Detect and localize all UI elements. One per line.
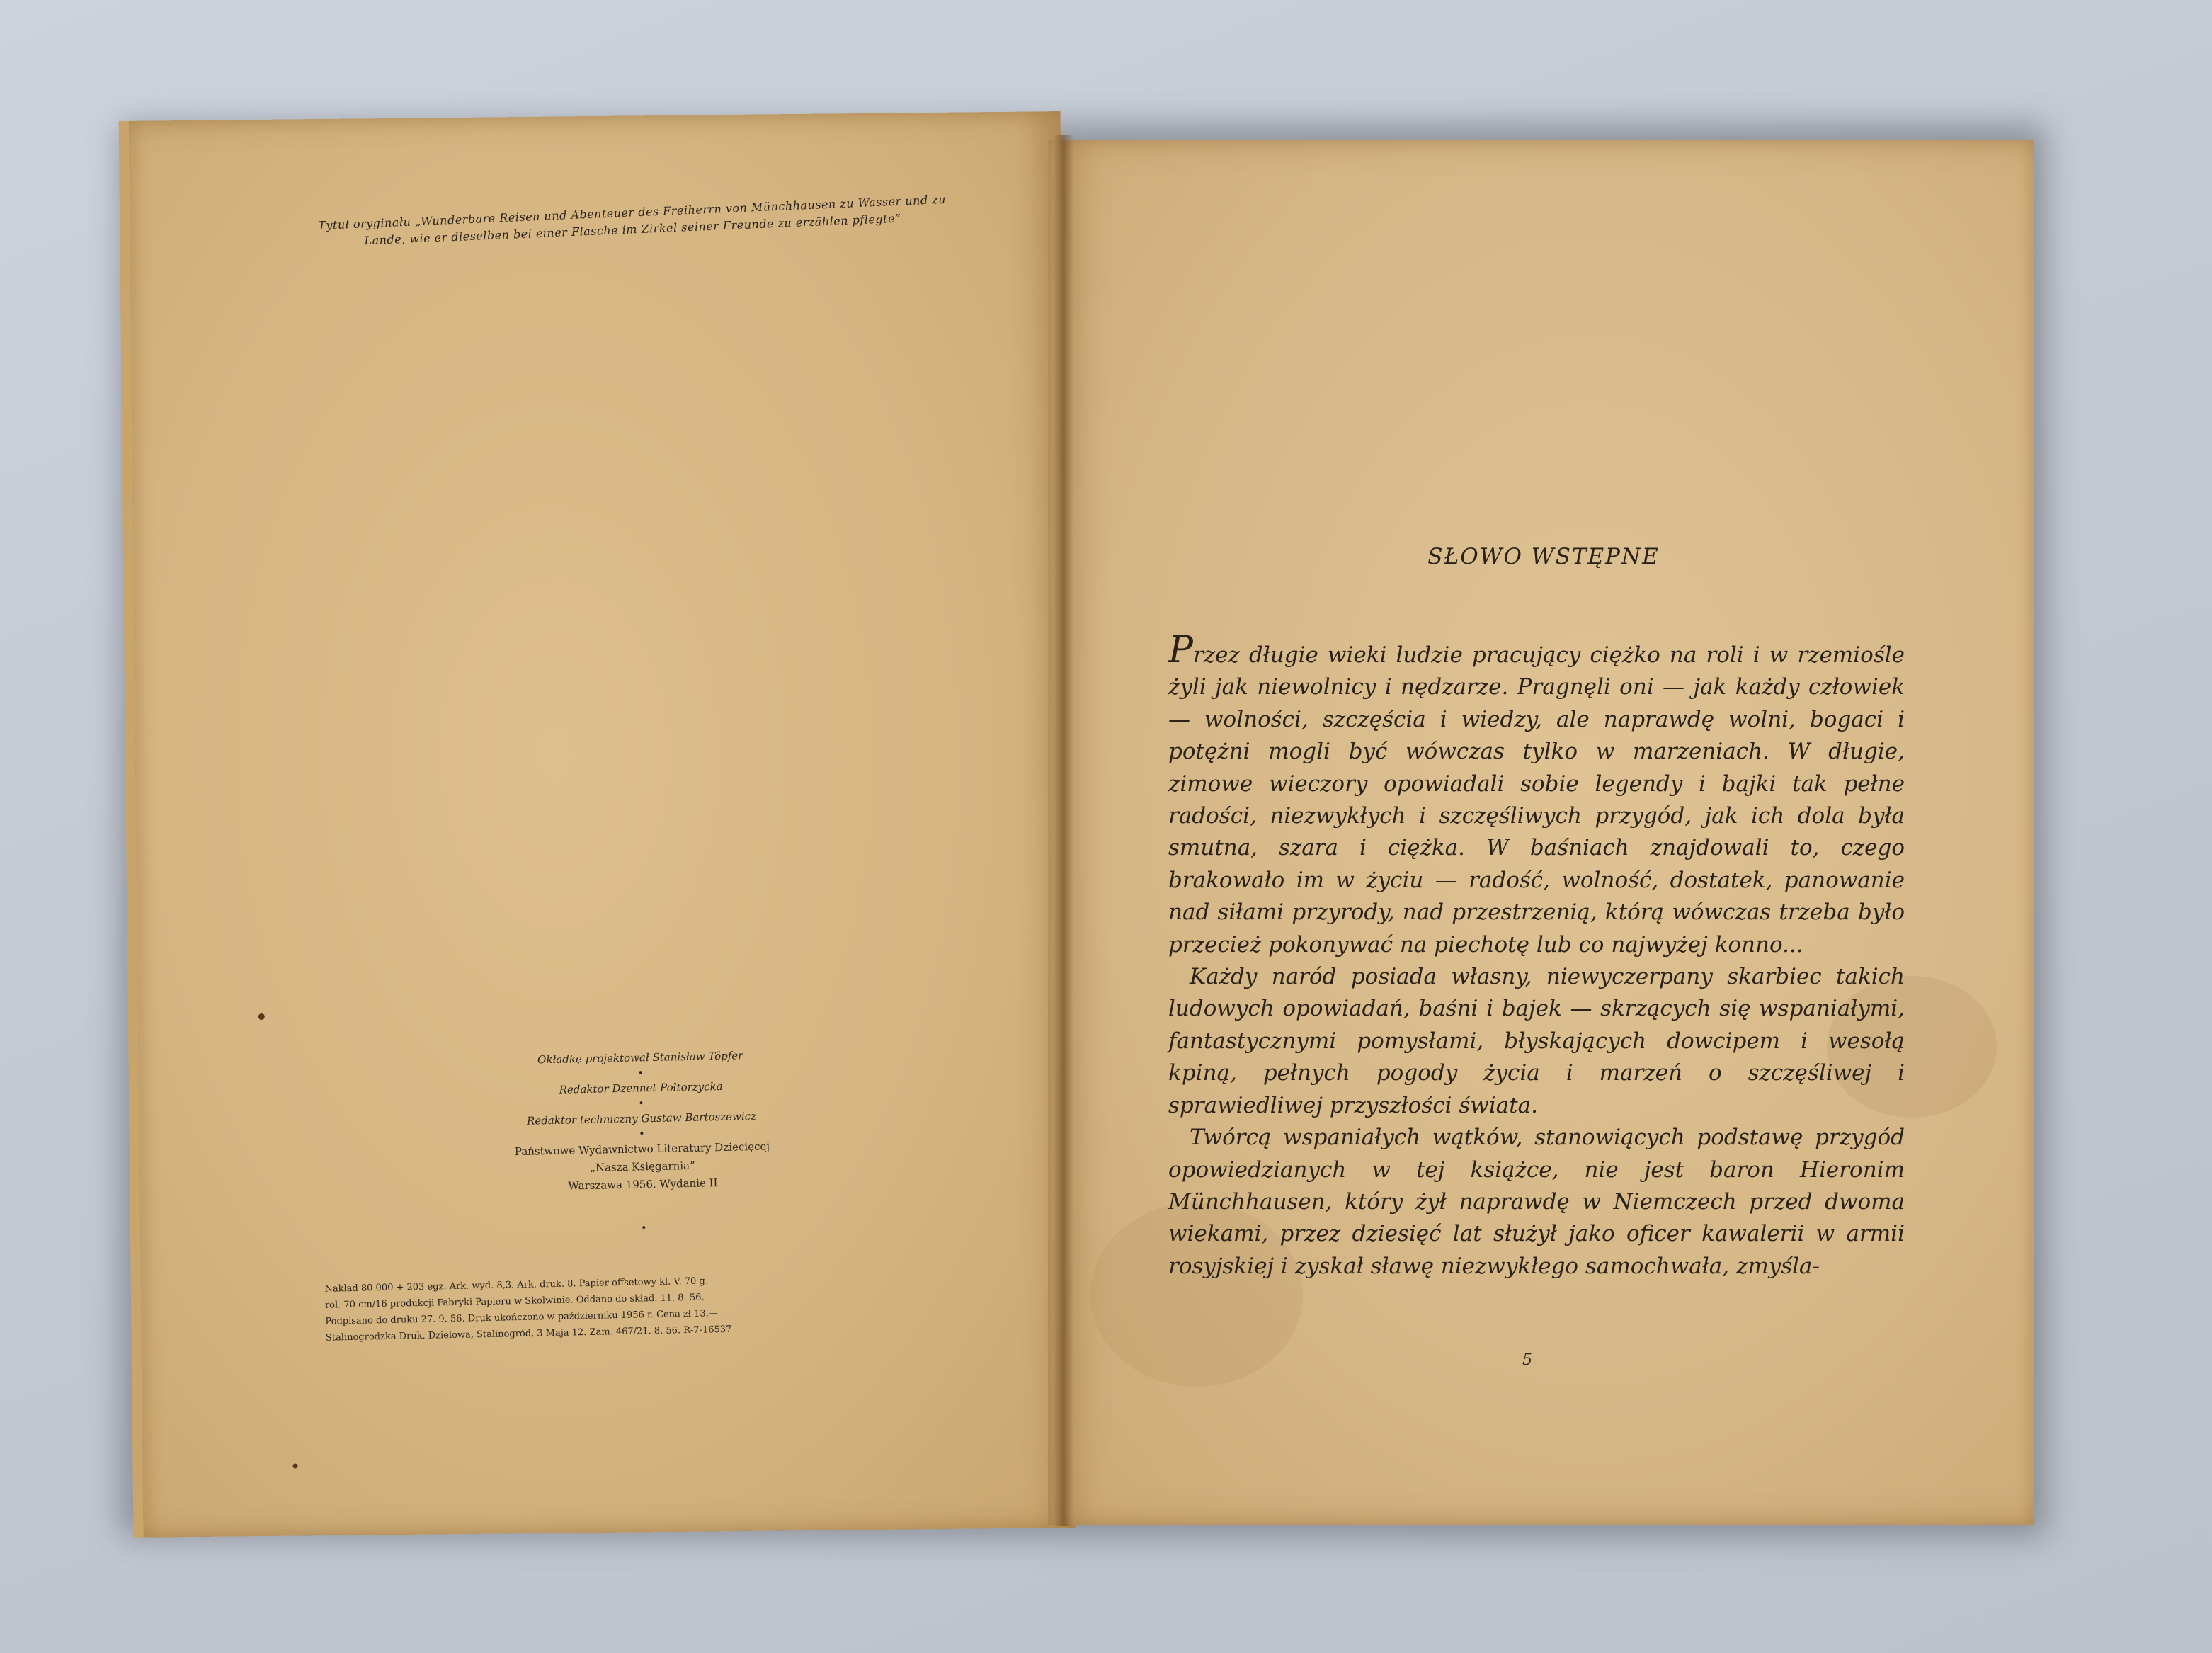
tech-editor-credit: Redaktor techniczny Gustaw Bartoszewicz [526,1109,757,1127]
separator-dot: • [640,1222,647,1234]
original-title-note: Tytuł oryginału „Wunderbare Reisen und Abenteuer des Freiherrn von Münchhausen zu Wasser und zu Lande, wie er dieselben bei einer Flasche im Zirkel seiner Freunde zu erzählen pflegte” [317,192,947,248]
right-page [1048,140,2034,1525]
book-gutter [1054,135,1073,1526]
publisher-line: Państwowe Wydawnictwo Literatury Dziecięcej [514,1140,770,1159]
separator-dot: • [638,1098,644,1110]
paragraph [1168,629,1905,961]
paragraph: Twórcą wspaniałych wątków, stanowiących podstawę przygód opowiedzianych w tej książce, nie jest baron Hieronim Münchhausen, który żył naprawdę w Niemczech przed dwoma wiekami, przez dziesięć lat służył jako oficer kawalerii w armii rosyjskiej i zyskał sławę niezwykłego samochwała, zmyśla- [1168,1125,1905,1279]
paragraph: Każdy naród posiada własny, niewyczerpany skarbiec takich ludowych opowiadań, baśni i bajek — skrzących się wspaniałymi, fantastycznymi pomysłami, błyskających dowcipem i wesołą kpiną, pełnych pogody życia i marzeń o szczęśliwej i sprawiedliwej przyszłości świata. [1168,964,1905,1118]
separator-dot: • [639,1128,645,1140]
drop-cap: P [1168,629,1193,671]
imprint-line: rol. 70 cm/16 produkcji Fabryki Papieru w Skolwinie. Oddano do skład. 11. 8. 56. [324,1292,705,1311]
editor-credit: Redaktor Dzennet Połtorzycka [559,1079,723,1096]
separator-dot: • [637,1067,644,1079]
chapter-title: SŁOWO WSTĘPNE [1427,544,1660,569]
left-page [119,111,1076,1538]
imprint-line: Podpisano do druku 27. 9. 56. Druk ukończono w październiku 1956 r. Cena zł 13,— [325,1308,718,1327]
publisher-line: Warszawa 1956. Wydanie II [568,1176,718,1193]
ink-spot [258,1013,265,1020]
paragraph-text: rzez długie wieki ludzie pracujący ciężko na roli i w rzemiośle żyli jak niewolnicy i nędzarze. Pragnęli oni — jak każdy człowiek — wolności, szczęścia i wiedzy, ale naprawdę wolni, bogaci i potężni mogli być wówczas tylko w marzeniach. W długie, zimowe wieczory opowiadali sobie legendy i bajki tak pełne radości, niezwykłych i szczęśliwych przygód, jak ich dola była smutna, szara i ciężka. W baśniach znajdowali to, czego brakowało im w życiu — radość, wolność, dostatek, panowanie nad siłami przyrody, nad przestrzenią, którą wówczas trzeba było przecież pokonywać na piechotę lub co najwyżej konno... [1168,642,1905,958]
body-text [1168,629,1905,1283]
page-number: 5 [1522,1351,1532,1369]
imprint-line: Stalinogrodzka Druk. Dzielowa, Stalinogród, 3 Maja 12. Zam. 467/21. 8. 56. R-7-16537 [325,1324,732,1344]
ink-spot [292,1463,297,1468]
cover-credit: Okładkę projektował Stanisław Töpfer [537,1049,743,1067]
credits-block [378,1044,906,1240]
imprint-block [324,1268,963,1346]
imprint-line: Nakład 80 000 + 203 egz. Ark. wyd. 8,3. Ark. druk. 8. Papier offsetowy kl. V, 70 g. [324,1276,709,1295]
publisher-line: „Nasza Księgarnia” [589,1159,695,1174]
